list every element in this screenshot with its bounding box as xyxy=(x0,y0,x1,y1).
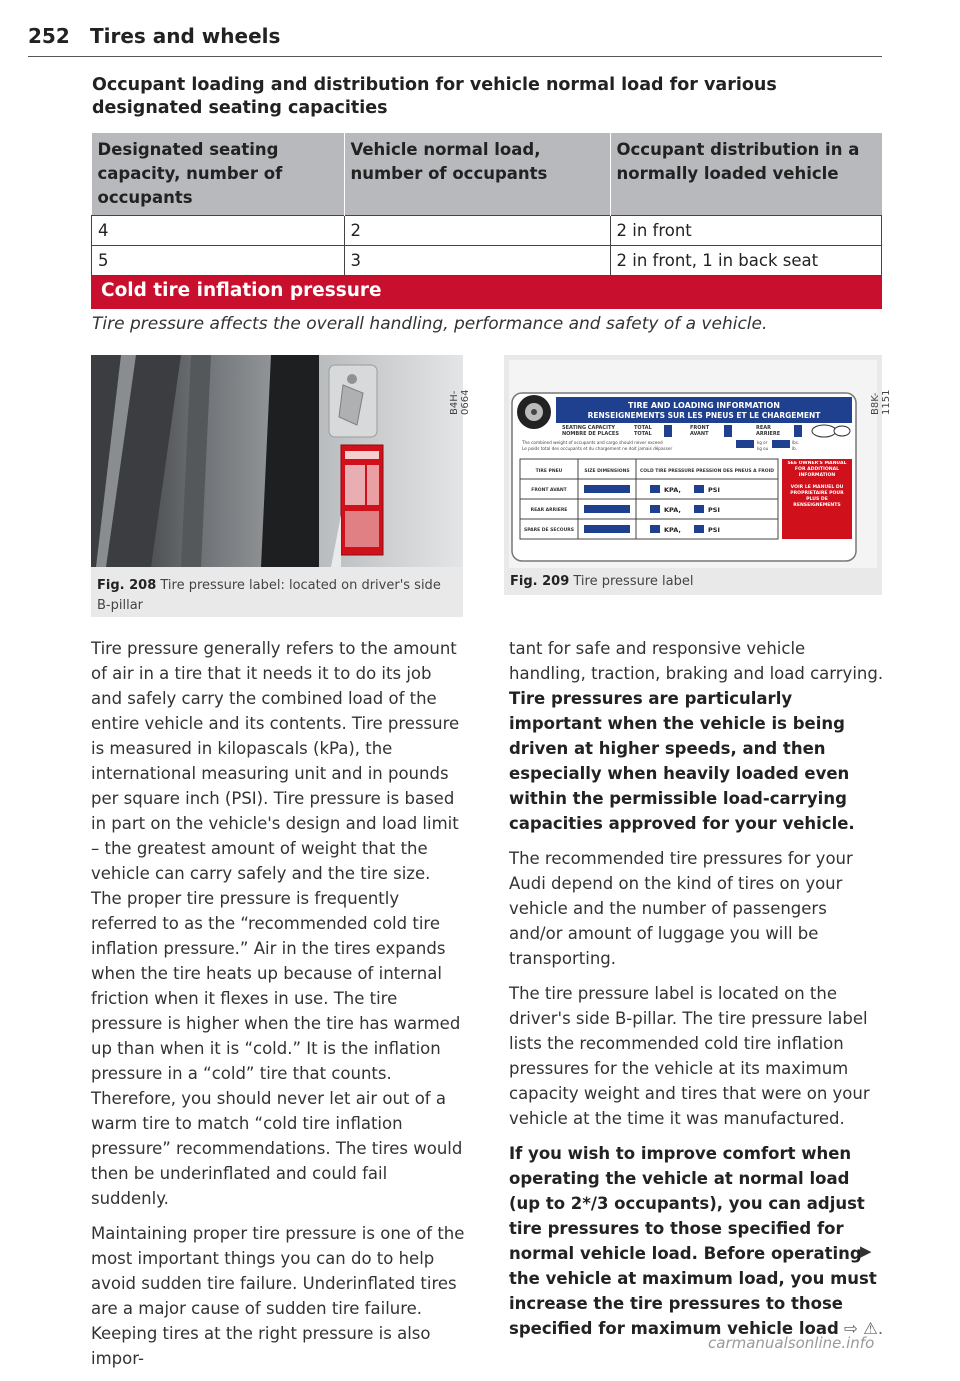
column-header: Vehicle normal load, number of occupants xyxy=(344,133,610,216)
figure-208 xyxy=(91,355,471,617)
paragraph xyxy=(509,636,884,836)
front-fr: AVANT xyxy=(690,431,709,437)
watermark: carmanualsonline.info xyxy=(708,1334,875,1352)
total-fr: TOTAL xyxy=(634,431,652,437)
psi-front: PSI xyxy=(708,486,720,494)
voir-manuel-note: VOIR LE MANUEL DU PROPRIETAIRE POUR PLUS DE RENSEIGNEMENTS xyxy=(790,485,844,508)
table-cell: 2 in front, 1 in back seat xyxy=(610,246,882,276)
figure-caption xyxy=(97,576,452,616)
table-cell: 5 xyxy=(92,246,345,276)
weight-en: The combined weight of occupants and cargo should never exceed xyxy=(522,440,663,445)
paragraph-text: tant for safe and responsive vehicle handling, traction, braking and load carrying. xyxy=(509,639,884,683)
b-pillar-photo xyxy=(91,355,463,567)
table-cell: 2 xyxy=(344,216,610,246)
paragraph: Maintaining proper tire pressure is one of the most important things you can do to help avoid sudden tire failure. Underinflated tires are a major cause of sudden tire failure. Keeping tires at the right pressure is also impor- xyxy=(91,1224,465,1368)
figure-code: B8K-1151 xyxy=(870,389,892,415)
table-cell: 4 xyxy=(92,216,345,246)
table-cell: 3 xyxy=(344,246,610,276)
occupant-loading-table xyxy=(91,133,882,276)
front-en: FRONT xyxy=(690,425,710,431)
column-header: Occupant distribution in a normally loaded vehicle xyxy=(610,133,882,216)
kpa-front: KPA, xyxy=(664,486,681,494)
rear-fr: ARRIERE xyxy=(756,431,781,437)
paragraph-emphasis: Tire pressures are particularly important when the vehicle is being driven at higher speeds, and then especially when heavily loaded even within the permissible load-carrying capacities approved for your vehicle. xyxy=(509,689,855,833)
paragraph-emphasis: If you wish to improve comfort when operating the vehicle at normal load (up to 2*/3 occupants), you can adjust tire pressures to those specified for normal vehicle load. Before operating the vehicle at maximum load, you must increase the tire pressures to those specified for maximum vehicle load xyxy=(509,1144,877,1338)
total-en: TOTAL xyxy=(634,425,652,431)
section-bar xyxy=(91,276,882,309)
row-rear: REAR ARRIERE xyxy=(530,508,568,513)
figure-code: B4H-0664 xyxy=(449,389,471,415)
unit-kg: kg or xyxy=(757,440,768,445)
figure-label: Fig. 208 xyxy=(97,578,157,593)
table-heading: Occupant loading and distribution for vehicle normal load for various designated seating capacities xyxy=(92,75,777,118)
kpa-spare: KPA, xyxy=(664,526,681,534)
rear-en: REAR xyxy=(756,425,771,431)
unit-lb-fr: lb. xyxy=(792,446,797,451)
seating-en: SEATING CAPACITY xyxy=(562,425,615,431)
paragraph: The recommended tire pressures for your Audi depend on the kind of tires on your vehicle and the number of passengers and/or amount of luggage you will be transporting. xyxy=(509,849,853,968)
paragraph xyxy=(509,1141,884,1341)
see-manual-note: SEE OWNER'S MANUAL FOR ADDITIONAL INFORMATION xyxy=(787,461,847,478)
table-cell: 2 in front xyxy=(610,216,882,246)
psi-spare: PSI xyxy=(708,526,720,534)
row-spare: SPARE DE SECOURS xyxy=(524,528,574,533)
tire-label-illustration xyxy=(504,355,882,567)
label-title-fr: RENSEIGNEMENTS SUR LES PNEUS ET LE CHARGEMENT xyxy=(587,411,821,420)
row-front: FRONT AVANT xyxy=(531,488,567,493)
col-pressure: COLD TIRE PRESSURE PRESSION DES PNEUS A FROID xyxy=(639,469,775,474)
paragraph: Tire pressure generally refers to the amount of air in a tire that it needs it to do its job and safely carry the combined load of the entire vehicle and its contents. Tire pressure is measured in kilopascals (kPa), the international measuring unit and in pounds per square inch (PSI). Tire pressure is based in part on the vehicle's design and load limit – the greatest amount of weight that the vehicle can carry safely and the tire size. The proper tire pressure is frequently referred to as the “recommended cold tire inflation pressure.” Air in the tires expands when the tire heats up because of internal friction when it flexes in use. The tire pressure is higher when the tire has warmed up than when it is “cold.” It is the inflation pressure in a “cold” tire that counts. Therefore, you should never let air out of a warm tire to match “cold tire inflation pressure” recommendations. The tires would then be underinflated and could fail suddenly. xyxy=(91,639,463,1208)
intro-text: Tire pressure affects the overall handling, performance and safety of a vehicle. xyxy=(92,314,768,334)
column-header: Designated seating capacity, number of occupants xyxy=(92,133,345,216)
col-size: SIZE DIMENSIONS xyxy=(584,469,630,474)
section-bar-title: Cold tire inflation pressure xyxy=(101,280,382,301)
figure-caption-text: Tire pressure label: located on driver's side B-pillar xyxy=(97,578,441,613)
page-number: 252 xyxy=(28,24,70,48)
left-column xyxy=(91,636,466,1381)
psi-rear: PSI xyxy=(708,506,720,514)
unit-kg-fr: kg ou xyxy=(757,446,769,451)
paragraph: The tire pressure label is located on the driver's side B-pillar. The tire pressure label lists the recommended cold tire inflation pressures for the vehicle at its maximum capacity weight and tires that were on your vehicle at the time it was manufactured. xyxy=(509,984,870,1128)
seating-fr: NOMBRE DE PLACES xyxy=(562,431,619,437)
continue-arrow-icon: ▶ xyxy=(860,1242,872,1260)
table-row xyxy=(92,246,882,276)
table-header-row xyxy=(92,133,882,216)
figure-caption-text: Tire pressure label xyxy=(573,574,694,589)
col-tire: TIRE PNEU xyxy=(535,469,563,474)
warning-reference-link[interactable]: ⇨ ⚠. xyxy=(844,1319,884,1338)
figure-caption xyxy=(510,572,870,592)
label-title-en: TIRE AND LOADING INFORMATION xyxy=(628,401,780,410)
figure-209 xyxy=(504,355,892,595)
right-column xyxy=(509,636,884,1351)
page-header xyxy=(28,22,882,57)
weight-fr: Le poids total des occupants et du chargement ne doit jamais dépasser xyxy=(522,446,673,451)
figure-label: Fig. 209 xyxy=(510,574,570,589)
section-title: Tires and wheels xyxy=(90,24,281,48)
kpa-rear: KPA, xyxy=(664,506,681,514)
unit-lbs: lbs. xyxy=(792,440,800,445)
table-row xyxy=(92,216,882,246)
